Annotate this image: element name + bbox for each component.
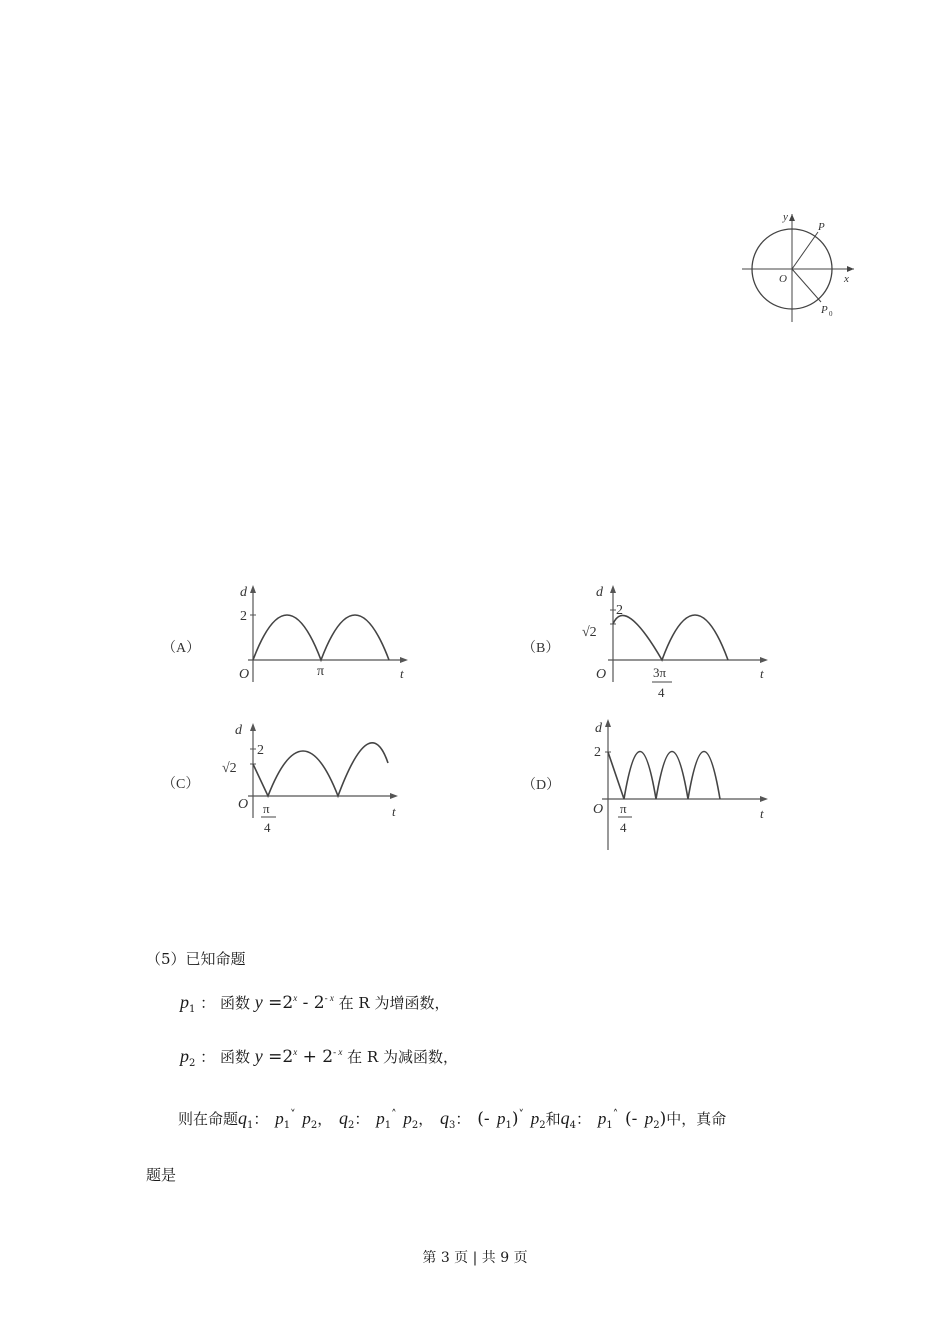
p2-post: 在 R 为减函数，	[347, 1048, 458, 1066]
circle-label-p0-sub: 0	[829, 310, 833, 318]
circle-label-o: O	[779, 273, 787, 285]
q3-a: p	[496, 1109, 506, 1128]
graph-c-origin: O	[238, 797, 249, 812]
q4-sub: 4	[569, 1120, 577, 1131]
q1-a: p	[275, 1109, 284, 1128]
q1-sub: 1	[247, 1120, 254, 1131]
q4-a-sub: 1	[606, 1120, 613, 1131]
graph-c-label-d: d	[235, 723, 242, 738]
graph-b	[520, 580, 780, 710]
q1-sep: ，	[317, 1110, 333, 1128]
graph-c-option: （C）	[162, 777, 200, 792]
graph-a-origin: O	[239, 667, 250, 682]
graph-c-tick-den: 4	[264, 820, 271, 835]
q1-b: p	[302, 1109, 311, 1128]
graph-a-label-t: t	[400, 666, 404, 681]
q4-neg-close: )	[659, 1109, 667, 1129]
q3-a-sub: 1	[505, 1120, 512, 1131]
graph-a-label-2: 2	[240, 609, 247, 624]
q3-var: q	[440, 1108, 450, 1128]
q1-b-sub: 2	[310, 1120, 318, 1131]
graph-c-tick-num: π	[263, 801, 270, 816]
q2-colon: ：	[354, 1110, 370, 1128]
p2-pre: 函数	[219, 1048, 250, 1066]
p1-pre: 函数	[219, 994, 250, 1012]
p1-colon: ：	[200, 994, 216, 1012]
q1-var: q	[238, 1108, 248, 1128]
graph-d-origin: O	[593, 802, 604, 817]
graph-c-label-2: 2	[257, 743, 264, 758]
p2-lhs: y	[254, 1046, 263, 1066]
q4-var: q	[560, 1108, 570, 1128]
graph-d-label-t: t	[760, 806, 764, 821]
q4-and: ˄	[612, 1108, 619, 1121]
q4-neg-open: (-	[624, 1109, 645, 1129]
q2-a-sub: 1	[384, 1120, 392, 1131]
q4-a: p	[597, 1109, 607, 1128]
q2-sub: 2	[348, 1120, 355, 1131]
circle-label-p0: P	[821, 304, 828, 316]
graph-a-label-d: d	[240, 585, 247, 600]
p2-sub: 2	[189, 1058, 196, 1069]
graph-c-label-sqrt2: √2	[222, 761, 237, 776]
graph-a-tick-pi: π	[317, 664, 325, 679]
q3-colon: ：	[455, 1110, 471, 1128]
q2-var: q	[339, 1108, 349, 1128]
p2-var: p	[180, 1046, 189, 1066]
p1-sub: 1	[189, 1004, 196, 1015]
graph-b-label-sqrt2: √2	[582, 625, 597, 640]
q2-sep: ，	[418, 1110, 434, 1128]
circle-label-p: P	[818, 221, 825, 233]
graph-b-label-d: d	[596, 585, 603, 600]
graph-b-label-2: 2	[616, 603, 623, 618]
q2-a: p	[376, 1109, 385, 1128]
p1-sup2: - x	[324, 993, 334, 1003]
p1-sup1: x	[293, 993, 298, 1003]
q1-a-sub: 1	[283, 1120, 291, 1131]
p2-eq: =2	[262, 1047, 294, 1067]
graph-b-tick-num: 3π	[653, 665, 667, 680]
circle-label-x: x	[844, 273, 849, 285]
p2-sup2: - x	[333, 1047, 343, 1057]
graph-a-option: （A）	[162, 641, 201, 656]
unit-circle-figure	[738, 208, 863, 326]
p1-var: p	[180, 992, 189, 1012]
q3-and-word: 和	[545, 1110, 561, 1128]
q2-b: p	[403, 1109, 412, 1128]
q4-colon: ：	[576, 1110, 592, 1128]
graph-d	[520, 714, 780, 856]
graph-d-tick-den: 4	[620, 820, 627, 835]
q4-b-sub: 2	[653, 1120, 660, 1131]
q2-b-sub: 2	[411, 1120, 419, 1131]
q1-colon: ：	[253, 1110, 269, 1128]
q4-b: p	[644, 1109, 654, 1128]
graph-d-tick-num: π	[620, 801, 627, 816]
q3-b-sub: 2	[539, 1120, 546, 1131]
p1-lhs: y	[254, 992, 263, 1012]
p1-post: 在 R 为增函数，	[338, 994, 450, 1012]
q3-b: p	[530, 1109, 540, 1128]
question5-line4: 题是	[146, 1166, 177, 1184]
q3-neg-close: )	[511, 1109, 519, 1129]
q3-sub: 3	[449, 1120, 456, 1131]
q3-or: ˅	[518, 1108, 524, 1121]
graph-d-option: （D）	[522, 778, 561, 793]
q2-and: ˄	[391, 1108, 397, 1121]
graph-d-label-2: 2	[594, 745, 601, 760]
proposition-p1	[180, 992, 449, 1015]
graph-a	[160, 580, 420, 690]
p2-colon: ：	[200, 1048, 216, 1066]
question5-intro: （5）已知命题	[146, 950, 246, 968]
question5-line3	[178, 1108, 726, 1131]
p1-eq: =2	[262, 993, 294, 1013]
p1-op: - 2	[297, 993, 325, 1013]
graph-b-tick-den: 4	[658, 685, 665, 700]
graph-b-label-t: t	[760, 666, 764, 681]
page-footer: 第 3 页 | 共 9 页	[422, 1250, 528, 1266]
q1-or: ˅	[290, 1108, 296, 1121]
graph-d-label-d: d	[595, 721, 602, 736]
graph-c-label-t: t	[392, 804, 396, 819]
graph-b-origin: O	[596, 667, 607, 682]
circle-label-y: y	[783, 211, 788, 223]
line3-pre: 则在命题	[178, 1110, 239, 1128]
graph-b-option: （B）	[522, 641, 560, 656]
p2-sup1: x	[293, 1047, 298, 1057]
graph-c	[160, 718, 420, 858]
line3-post: 中，真命	[666, 1110, 727, 1128]
q3-neg-open: (-	[477, 1109, 497, 1129]
p2-op: + 2	[297, 1047, 334, 1067]
proposition-p2	[180, 1046, 458, 1069]
